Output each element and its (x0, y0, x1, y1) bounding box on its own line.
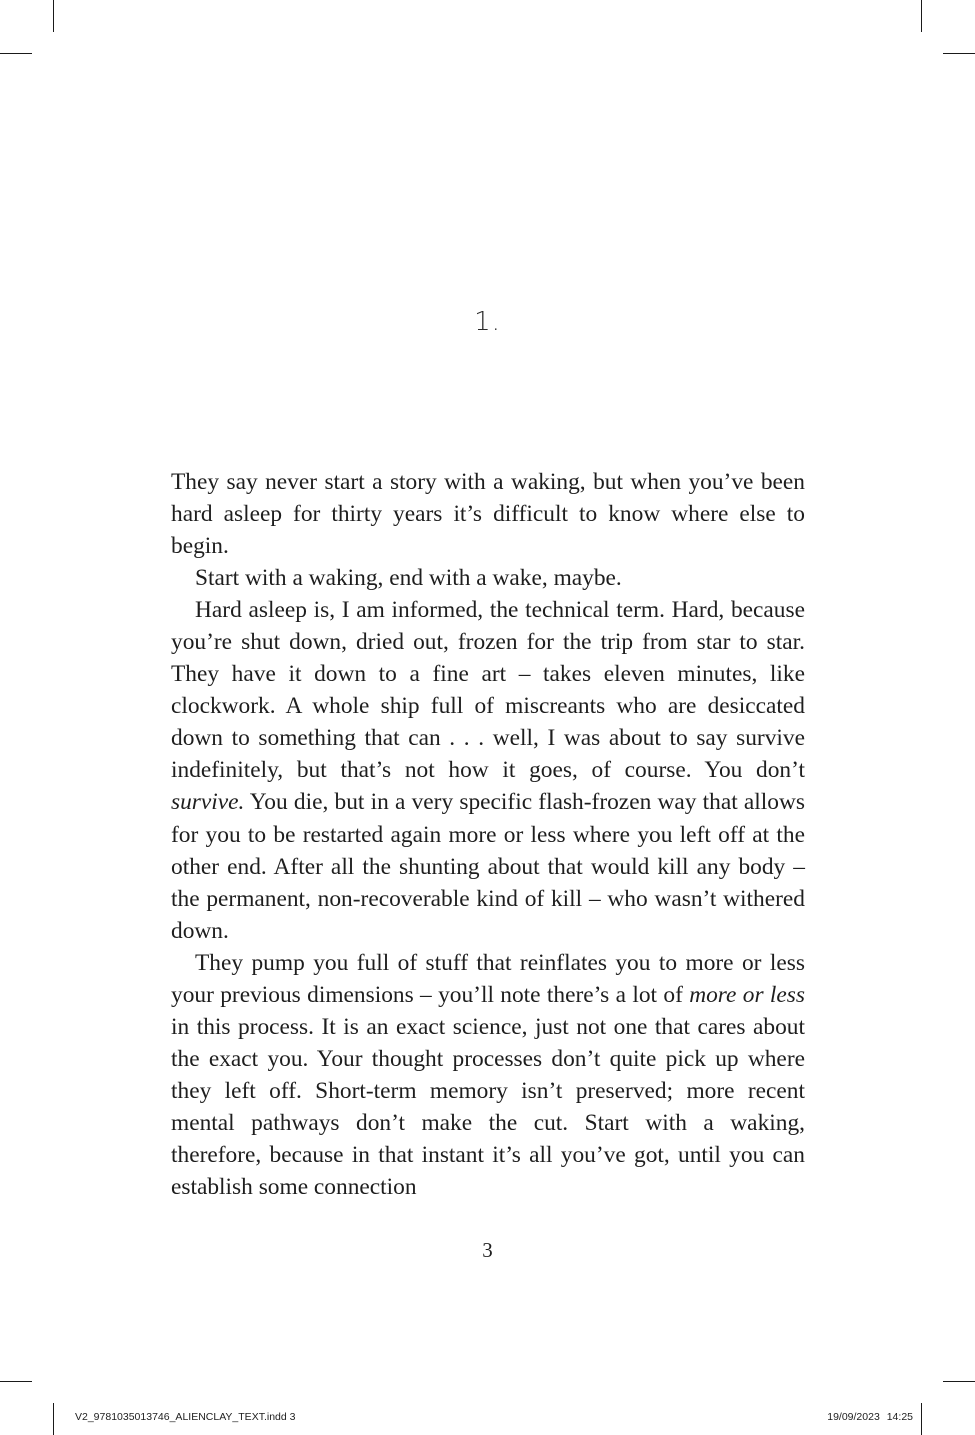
crop-mark-bottom-right-vertical (921, 1403, 922, 1435)
text-run: They say never start a story with a waking, but when you’ve been hard asleep for thirty years it’s difficult to know where else to begin. (171, 469, 805, 560)
text-run: You die, but in a very specific flash-frozen way that allows for you to be restarted again more or less where you left off at the other end. After all the shunting about that would kill any body – the permanent, non-recoverable kind of kill – who wasn’t withered down. (171, 789, 805, 944)
slug-timestamp (827, 1410, 913, 1424)
text-run: Start with a waking, end with a wake, maybe. (195, 565, 622, 592)
page-number: 3 (482, 1238, 493, 1262)
italic-phrase: survive. (171, 789, 245, 816)
slug-file-name: V2_9781035013746_ALIENCLAY_TEXT.indd 3 (75, 1411, 296, 1423)
text-run: They pump you full of stuff that reinflates you to more or less your previous dimensions – you’ll note there’s a lot of (171, 949, 805, 1008)
text-run: Hard asleep is, I am informed, the technical term. Hard, because you’re shut down, dried out, frozen for the trip from star to star. They have it down to a fine art – takes eleven minutes, like clockwork. A whole ship full of miscreants who are desiccated down to something that can . . . well, I was about to say survive indefinitely, but that’s not how it goes, of course. You don’t (171, 597, 805, 784)
body-paragraph (171, 466, 805, 562)
crop-mark-top-right-vertical (921, 0, 922, 32)
body-text (171, 466, 805, 1203)
body-paragraph (171, 947, 805, 1203)
crop-mark-bottom-left-vertical (53, 1403, 54, 1435)
text-run: in this process. It is an exact science, just not one that cares about the exact you. Your thought processes don’t quite pick up where they left off. Short-term memory isn’t preserved; more recent mental pathways don’t make the cut. Start with a waking, therefore, because in that instant it’s all you’ve got, until you can establish some connection (171, 1013, 805, 1201)
crop-mark-top-left-horizontal (0, 53, 32, 54)
crop-mark-top-right-horizontal (943, 53, 975, 54)
italic-phrase: more or less (689, 981, 805, 1008)
crop-mark-top-left-vertical (53, 0, 54, 32)
crop-mark-bottom-left-horizontal (0, 1381, 32, 1382)
slug-date: 19/09/2023 (827, 1411, 880, 1423)
crop-mark-bottom-right-horizontal (943, 1381, 975, 1382)
body-paragraph (171, 594, 805, 947)
body-paragraph (171, 562, 805, 594)
chapter-number: 1. (474, 307, 501, 337)
slug-time: 14:25 (886, 1411, 913, 1423)
